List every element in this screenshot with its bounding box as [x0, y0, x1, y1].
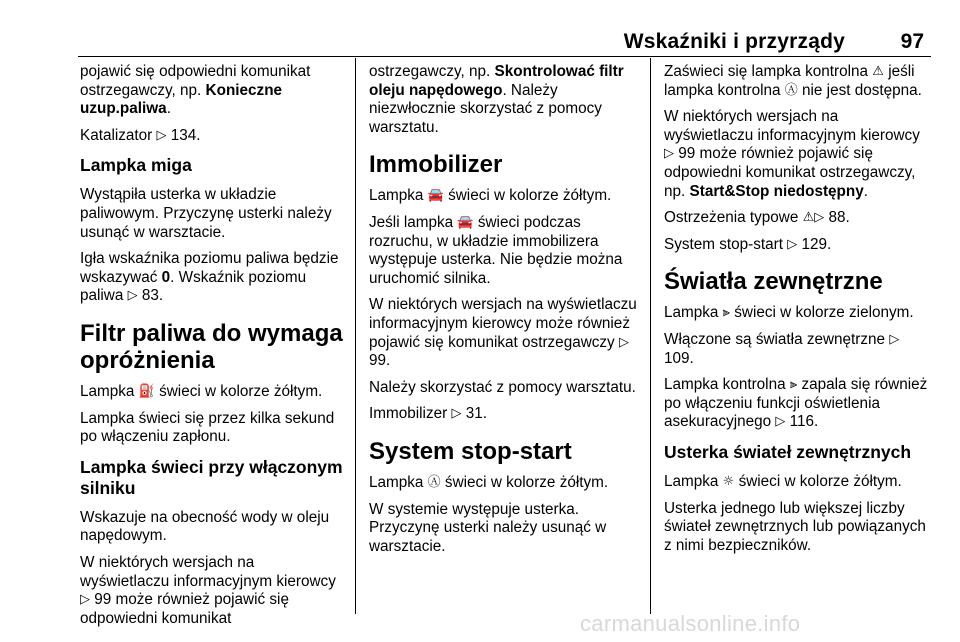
bold-message: Konieczne uzup.paliwa: [80, 81, 283, 118]
paragraph: [664, 108, 928, 201]
text: Immobilizer: [369, 405, 452, 423]
text: Lampka: [664, 304, 723, 322]
text: W niektórych wersjach na wyświetlaczu informacyjnym kierowcy: [80, 553, 336, 590]
paragraph: [80, 554, 344, 628]
stop-start-icon: Ⓐ: [784, 82, 798, 98]
page-number: 97: [900, 30, 924, 53]
paragraph: Należy skorzystać z pomocy warsztatu.: [369, 378, 636, 396]
text: nie jest dostępna.: [797, 81, 922, 99]
text: ostrzegawczy, np.: [369, 63, 495, 80]
fuel-filter-icon: ⛽: [138, 383, 155, 399]
bold-message: Skontrolować filtr oleju napędowego: [369, 63, 624, 99]
text: Lampka: [80, 382, 139, 400]
watermark: carmanualsonline.info: [580, 611, 801, 636]
text: Lampka kontrolna: [664, 376, 790, 394]
paragraph: [369, 63, 637, 137]
section-heading: Filtr paliwa do wymaga opróżnienia: [80, 319, 343, 374]
text: świeci w kolorze żółtym.: [154, 382, 323, 400]
paragraph: Wystąpiła usterka w układzie paliwowym. Przyczynę usterki należy usunąć w warsztacie.: [80, 186, 332, 241]
bold-message: Start&Stop niedostępny: [689, 182, 864, 200]
paragraph: [369, 474, 637, 493]
paragraph: Lampka świeci się przez kilka sekund po włączeniu zapłonu.: [80, 409, 335, 446]
text: . Wskaźnik poziomu paliwa: [80, 268, 307, 305]
text: .: [863, 182, 868, 200]
immobilizer-icon: 🚘: [457, 214, 474, 230]
text: 134.: [166, 126, 201, 144]
paragraph: [80, 127, 344, 146]
text: System stop-start: [664, 235, 788, 253]
column-3: [664, 63, 928, 563]
paragraph: [664, 473, 928, 492]
warning-icon: ⚠: [802, 210, 815, 226]
text: . Należy niezwłocznie skorzystać z pomocy warsztatu.: [369, 81, 602, 136]
bulb-failure-icon: ☼: [722, 473, 735, 489]
text: Włączone są światła zewnętrzne: [664, 330, 890, 348]
page-ref-icon: ▷: [618, 334, 629, 350]
text: 129.: [797, 235, 832, 253]
text: Zaświeci się lampka kontrolna: [664, 63, 873, 80]
section-heading: System stop-start: [369, 437, 572, 465]
paragraph: [369, 214, 637, 288]
text: .: [166, 100, 171, 118]
page-ref-icon: ▷: [775, 414, 786, 430]
paragraph: [369, 187, 637, 206]
page-ref-icon: ▷: [889, 331, 900, 347]
section-heading: Immobilizer: [369, 151, 503, 179]
section-heading: Usterka świateł zewnętrznych: [664, 441, 912, 462]
text: Lampka: [369, 473, 428, 491]
text: Lampka: [369, 187, 428, 205]
text: 99 może również pojawić się odpowiedni komunikat: [80, 591, 289, 627]
paragraph: [664, 209, 928, 228]
text: jeśli lampka kontrolna: [664, 63, 915, 99]
text: W niektórych wersjach na wyświetlaczu informacyjnym kierowcy: [664, 108, 920, 144]
page-title: Wskaźniki i przyrządy: [623, 30, 845, 53]
text: świeci w kolorze żółtym.: [734, 472, 902, 490]
column-divider: [650, 58, 651, 614]
text: 116.: [785, 413, 819, 431]
section-heading: Światła zewnętrzne: [664, 268, 883, 296]
text: 31.: [461, 405, 487, 423]
column-2: [369, 63, 637, 564]
column-1: [80, 63, 344, 636]
paragraph: [664, 63, 928, 100]
warning-icon: ⚠: [872, 64, 884, 79]
text: świeci w kolorze zielonym.: [730, 304, 914, 322]
page-ref-icon: ▷: [451, 406, 462, 422]
paragraph: [664, 304, 928, 323]
page-ref-icon: ▷: [80, 592, 90, 608]
text: 99 może również pojawić się odpowiedni komunikat ostrzegawczy, np.: [664, 145, 916, 200]
text: 99.: [369, 352, 391, 370]
paragraph: [80, 63, 344, 119]
text: Jeśli lampka: [369, 213, 458, 231]
text: 109.: [664, 349, 694, 367]
sidelight-icon: ⫸: [722, 305, 731, 321]
paragraph: [664, 331, 928, 368]
text: pojawić się odpowiedni komunikat ostrzegawczy, np.: [80, 63, 311, 99]
page-ref-icon: ▷: [664, 146, 674, 162]
paragraph: [664, 376, 928, 432]
sidelight-icon: ⫸: [789, 377, 798, 393]
page-ref-icon: ▷: [787, 236, 798, 252]
bold-value: 0: [161, 268, 171, 286]
text: 88.: [824, 209, 850, 227]
section-heading: Lampka miga: [80, 155, 192, 176]
text: świeci podczas rozruchu, w układzie immobilizera występuje usterka. Nie będzie można uruchomić silnika.: [369, 213, 623, 287]
header-rule: [78, 56, 931, 57]
paragraph: W systemie występuje usterka. Przyczynę usterki należy usunąć w warsztacie.: [369, 500, 607, 555]
text: świeci w kolorze żółtym.: [440, 473, 609, 491]
paragraph: [369, 296, 637, 370]
page-ref-icon: ▷: [127, 288, 138, 304]
page-ref-icon: ▷: [156, 127, 167, 143]
paragraph: Usterka jednego lub większej liczby świateł zewnętrznych lub powiązanych z nimi bezpieczników.: [664, 499, 926, 554]
text: W niektórych wersjach na wyświetlaczu informacyjnym kierowcy może również pojawić się komunikat ostrzegawczy: [369, 296, 637, 351]
page-ref-icon: ▷: [814, 210, 825, 226]
text: 83.: [137, 287, 164, 305]
text: zapala się również po włączeniu funkcji oświetlenia asekuracyjnego: [664, 376, 928, 431]
text: Ostrzeżenia typowe: [664, 209, 803, 227]
paragraph: [369, 405, 637, 424]
immobilizer-icon: 🚘: [427, 188, 444, 204]
paragraph: [664, 236, 928, 255]
text: Igła wskaźnika poziomu paliwa będzie wskazywać: [80, 250, 339, 286]
stop-start-icon: Ⓐ: [427, 474, 441, 490]
paragraph: [80, 383, 344, 402]
paragraph: Wskazuje na obecność wody w oleju napędowym.: [80, 508, 330, 545]
section-heading: Lampka świeci przy włączonym silniku: [80, 456, 343, 498]
text: Katalizator: [80, 126, 157, 144]
text: Lampka: [664, 472, 723, 490]
text: świeci w kolorze żółtym.: [443, 187, 612, 205]
column-divider: [355, 58, 356, 614]
paragraph: [80, 250, 344, 306]
